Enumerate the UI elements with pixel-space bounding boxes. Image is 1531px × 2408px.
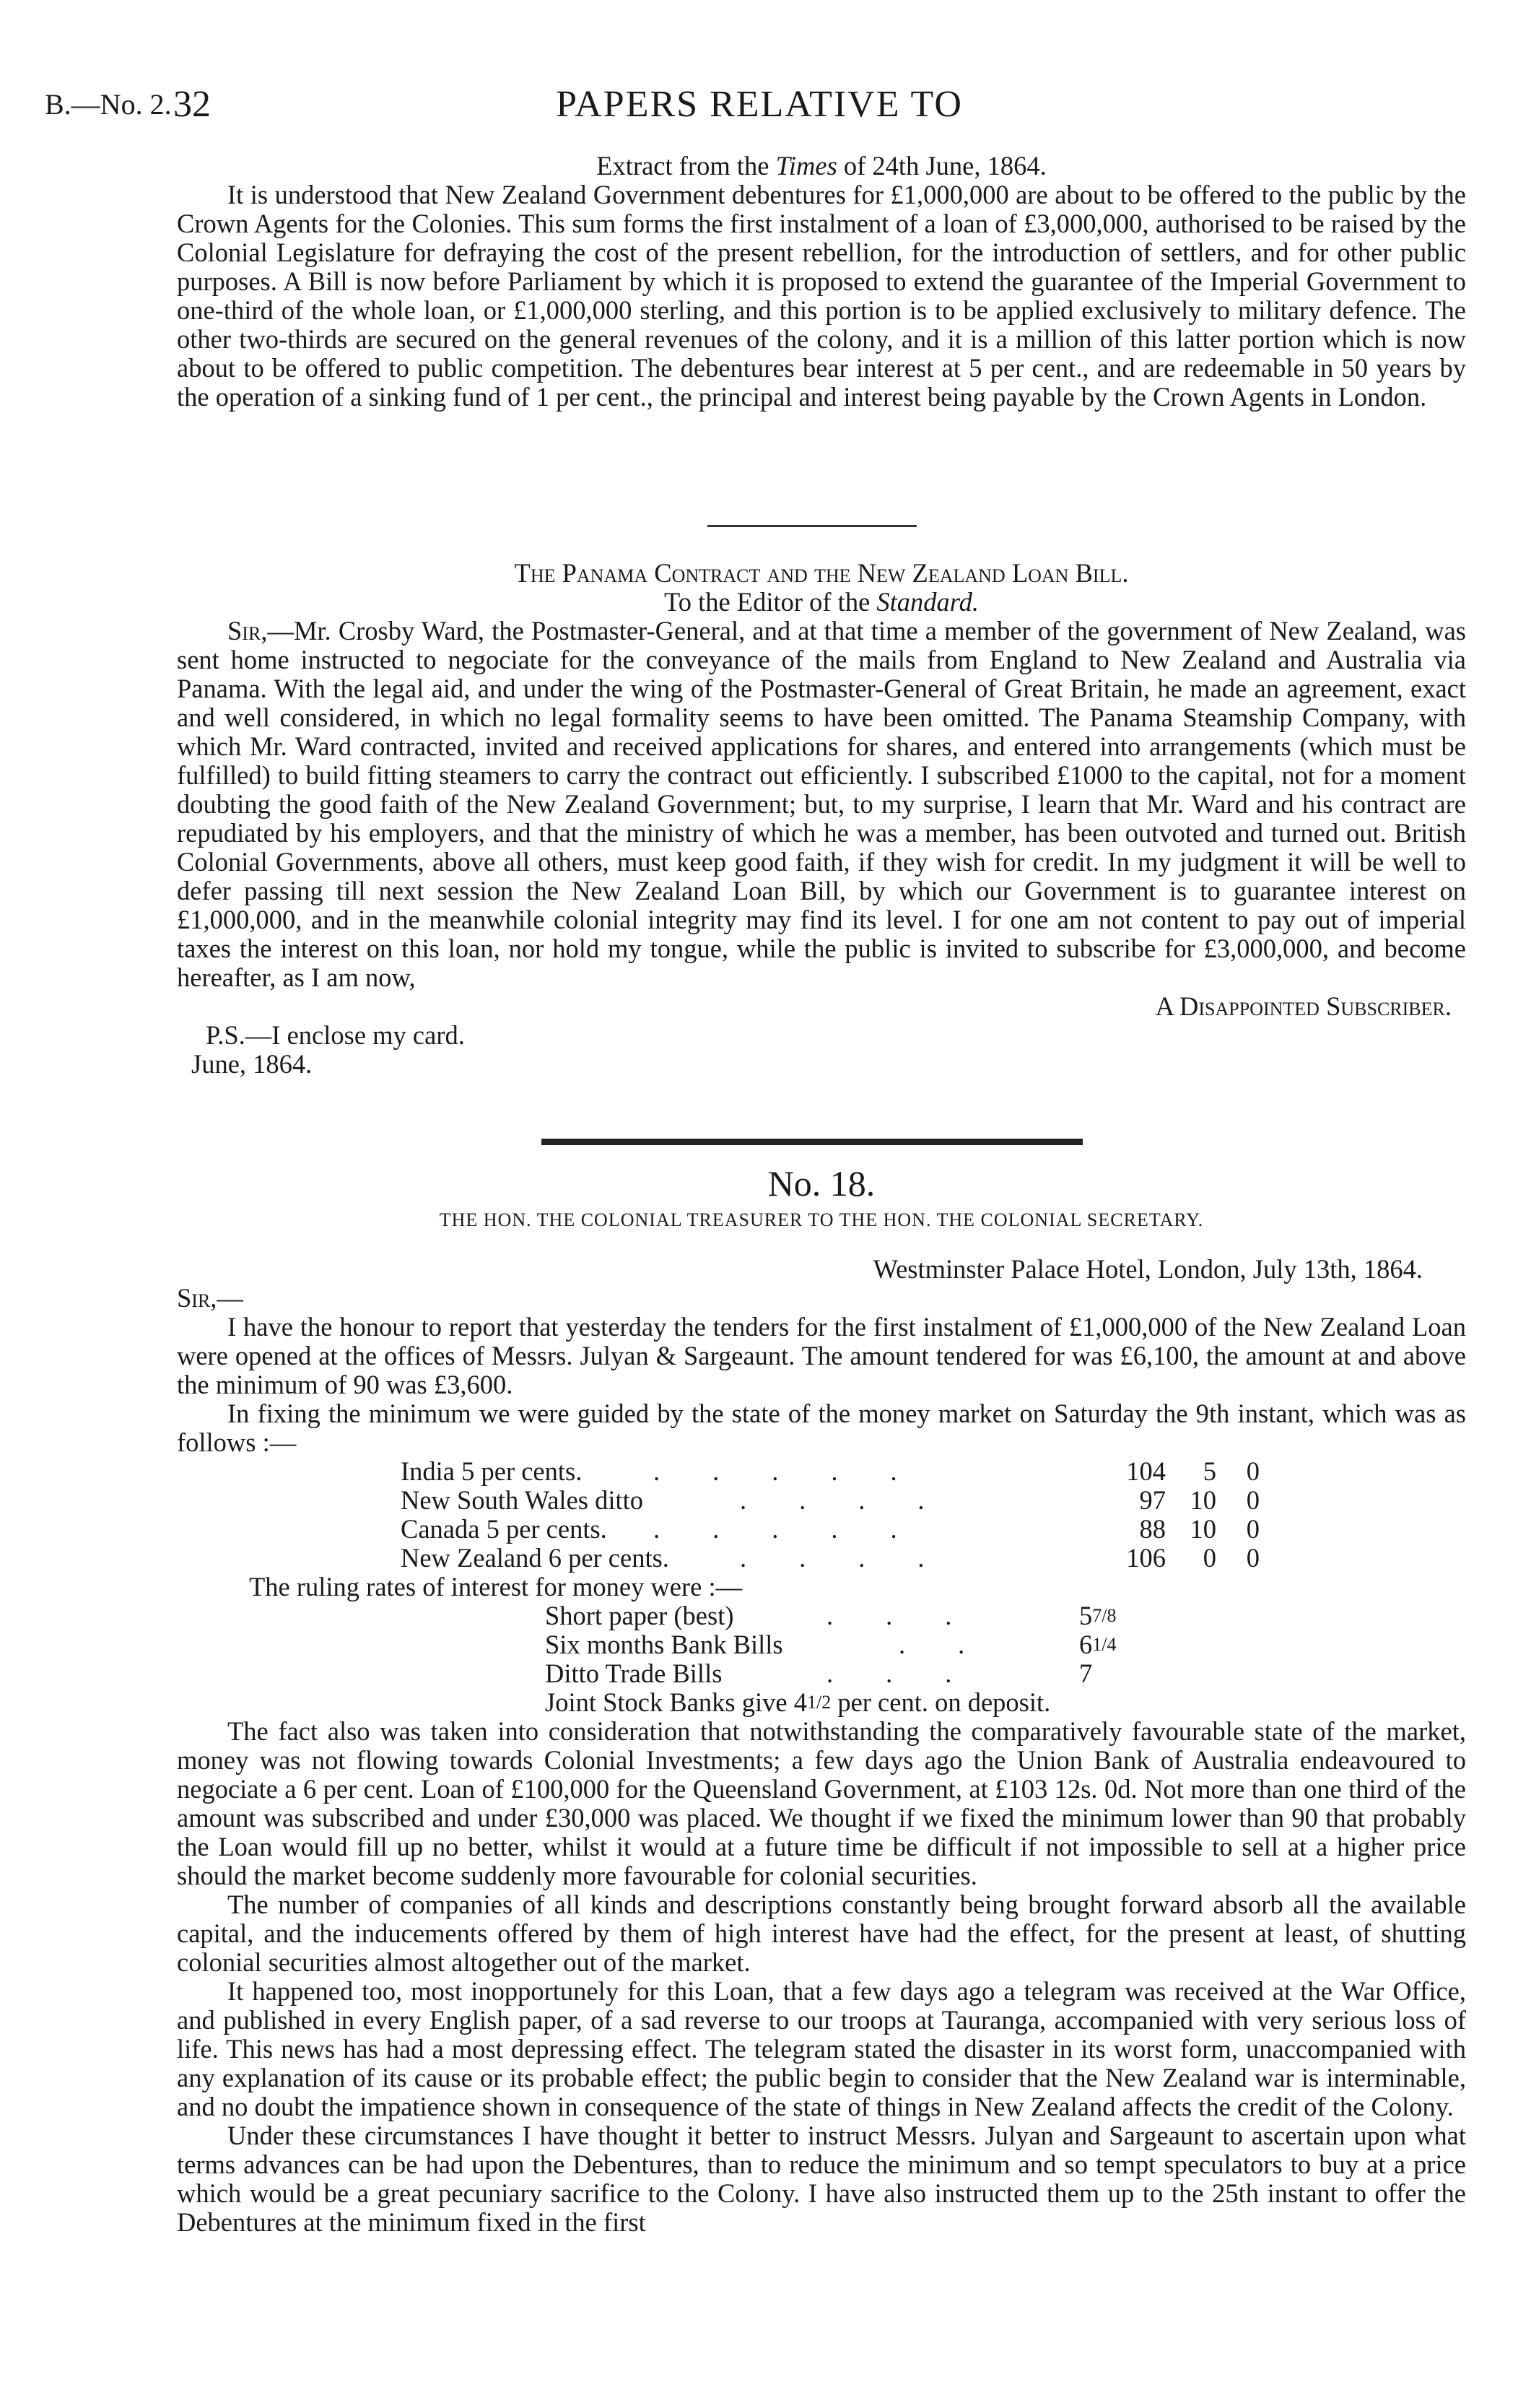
stock-prices-table [177, 1457, 1466, 1573]
joint-stock-fraction: 1/2 [806, 1692, 832, 1713]
rate-fraction: 7/8 [1092, 1605, 1117, 1626]
leader-dots: . . . [826, 1601, 952, 1630]
stock-label: New South Wales ditto [401, 1485, 644, 1515]
leader-dots: . . [899, 1630, 965, 1659]
price-shillings: 10 [1190, 1485, 1216, 1515]
leader-dots: . . . . [740, 1543, 925, 1573]
rate-fraction: 1/4 [1092, 1634, 1117, 1655]
despatch-salutation: Sir,— [177, 1283, 243, 1313]
letter-heading: The Panama Contract and the New Zealand Loan Bill. [514, 558, 1129, 588]
rate-label: Six months Bank Bills [545, 1630, 783, 1659]
despatch-section [177, 1161, 1466, 2237]
joint-stock-note: Joint Stock Banks give 41/2 per cent. on deposit. [545, 1687, 1051, 1717]
leader-dots: . . . [826, 1659, 952, 1688]
price-pence: 0 [1246, 1456, 1260, 1486]
rate-label: Short paper (best) [545, 1601, 734, 1630]
running-title: PAPERS RELATIVE TO [556, 84, 963, 125]
price-pounds: 88 [1139, 1514, 1166, 1544]
interest-rates-table [177, 1601, 1466, 1717]
rate-label: Ditto Trade Bills [545, 1659, 723, 1688]
extract-section [177, 152, 1466, 412]
rate-value: 57/8 [1079, 1601, 1117, 1630]
despatch-paragraph-2: In fixing the minimum we were guided by the state of the money market on Saturday the 9th instant, which was as follows :— [177, 1399, 1466, 1457]
table-row [177, 1544, 1466, 1573]
price-pounds: 104 [1126, 1456, 1166, 1486]
price-pence: 0 [1246, 1485, 1260, 1515]
letter-signature: A Disappointed Subscriber. [1155, 991, 1452, 1021]
price-pence: 0 [1246, 1543, 1260, 1573]
extract-body: It is understood that New Zealand Government debentures for £1,000,000 are about to be offered to the public by the Crown Agents for the Colonies. This sum forms the first instalment of a loan of £3,000,000, authorised to be raised by the Colonial Legislature for defraying the cost of the present rebellion, for the introduction of settlers, and for other public purposes. A Bill is now before Parliament by which it is proposed to extend the guarantee of the Imperial Government to one-third of the whole loan, or £1,000,000 sterling, and this portion is to be applied exclusively to military defence. The other two-thirds are secured on the general revenues of the colony, and it is a million of this latter portion which is now about to be offered to public competition. The debentures bear interest at 5 per cent., and are redeemable in 50 years by the operation of a sinking fund of 1 per cent., the principal and interest being payable by the Crown Agents in London. [177, 180, 1466, 412]
price-pounds: 106 [1126, 1543, 1166, 1573]
despatch-paragraph-1: I have the honour to report that yesterday the tenders for the first instalment of £1,000,000 of the New Zealand Loan were opened at the offices of Messrs. Julyan & Sargeaunt. The amount tendered for was £6,100, the amount at and above the minimum of 90 was £3,600. [177, 1312, 1466, 1399]
leader-dots: . . . . [740, 1485, 925, 1515]
despatch-number: No. 18. [767, 1163, 876, 1204]
page-number: 32 [173, 84, 211, 125]
price-pounds: 97 [1139, 1485, 1166, 1515]
price-shillings: 5 [1203, 1456, 1216, 1486]
despatch-address: Westminster Palace Hotel, London, July 13th, 1864. [873, 1254, 1423, 1284]
letter-salutation: Sir, [227, 616, 268, 646]
despatch-paragraph-6: Under these circumstances I have thought it better to instruct Messrs. Julyan and Sargeaunt to ascertain upon what terms advances can be had upon the Debentures, than to reduce the minimum and so tempt speculators to buy at a price which would be a great pecuniary sacrifice to the Colony. I have also instructed them up to the 25th instant to offer the Debentures at the minimum fixed in the first [177, 2121, 1466, 2237]
letter-addressee-italic: Standard. [876, 587, 980, 617]
rates-intro: The ruling rates of interest for money were :— [249, 1572, 743, 1601]
price-shillings: 0 [1203, 1543, 1216, 1573]
despatch-paragraph-5: It happened too, most inopportunely for this Loan, that a few days ago a telegram was received at the War Office, and published in every English paper, of a sad reverse to our troops at Tauranga, accompanied with very serious loss of life. This news has had a most depressing effect. The telegram stated the disaster in its worst form, unaccompanied with any explanation of its cause or its probable effect; the public begin to consider that the New Zealand war is interminable, and no doubt the impatience shown in consequence of the state of things in New Zealand affects the credit of the Colony. [177, 1976, 1466, 2121]
page-header [45, 83, 1474, 134]
despatch-paragraph-3: The fact also was taken into consideration that notwithstanding the comparatively favourable state of the market, money was not flowing towards Colonial Investments; a few days ago the Union Bank of Australia endeavoured to negociate a 6 per cent. Loan of £100,000 for the Queensland Government, at £103 12s. 0d. Not more than one third of the amount was subscribed and under £30,000 was placed. We thought if we fixed the minimum lower than 90 that probably the Loan would fill up no better, whilst it would at a future time be difficult if not impossible to sell at a higher price should the market become suddenly more favourable for colonial securities. [177, 1716, 1466, 1890]
letter-date: June, 1864. [191, 1049, 313, 1079]
letter-body: Sir,—Mr. Crosby Ward, the Postmaster-General, and at that time a member of the government of New Zealand, was sent home instructed to negociate for the conveyance of the mails from England to New Zealand and Australia via Panama. With the legal aid, and under the wing of the Postmaster-General of Great Britain, he made an agreement, exact and well considered, in which no legal formality seems to have been omitted. The Panama Steamship Company, with which Mr. Ward contracted, invited and received applications for shares, and entered into arrangements (which must be fulfilled) to build fitting steamers to carry the contract out efficiently. I subscribed £1000 to the capital, not for a moment doubting the good faith of the New Zealand Government; but, to my surprise, I learn that Mr. Ward and his contract are repudiated by his employers, and that the ministry of which he was a member, has been outvoted and turned out. British Colonial Governments, above all others, must keep good faith, if they wish for credit. In my judgment it will be well to defer passing till next session the New Zealand Loan Bill, by which our Government is to guarantee interest on £1,000,000, and in the meanwhile colonial integrity may find its level. I for one am not content to pay out of imperial taxes the interest on this loan, nor hold my tongue, while the public is invited to subscribe for £3,000,000, and become hereafter, as I am now, [177, 616, 1466, 992]
letter-addressee: To the Editor of the Standard. [663, 587, 980, 617]
stock-label: Canada 5 per cents. [401, 1514, 607, 1544]
table-row [177, 1515, 1466, 1544]
stock-label: New Zealand 6 per cents. [401, 1543, 669, 1573]
paper-reference: B.—No. 2. [45, 88, 172, 121]
despatch-route: THE HON. THE COLONIAL TREASURER TO THE HON. THE COLONIAL SECRETARY. [439, 1209, 1204, 1230]
table-row [177, 1688, 1466, 1717]
despatch-paragraph-4: The number of companies of all kinds and descriptions constantly being brought forward absorb all the available capital, and the inducements offered by them of high interest have had the effect, for the present at least, of shutting colonial securities almost altogether out of the market. [177, 1890, 1466, 1977]
stock-label: India 5 per cents. [401, 1456, 583, 1486]
table-row [177, 1630, 1466, 1659]
section-divider [707, 525, 917, 527]
letter-section [177, 559, 1466, 1079]
table-row [177, 1601, 1466, 1630]
leader-dots: . . . . . [653, 1456, 897, 1486]
leader-dots: . . . . . [653, 1514, 897, 1544]
extract-title-italic: Times [775, 151, 837, 181]
table-row [177, 1457, 1466, 1486]
price-shillings: 10 [1190, 1514, 1216, 1544]
table-row [177, 1659, 1466, 1688]
rate-value: 61/4 [1079, 1630, 1117, 1659]
letter-postscript: P.S.—I enclose my card. [206, 1020, 465, 1050]
rate-value: 7 [1079, 1659, 1093, 1688]
extract-title: Extract from the Times of 24th June, 1864. [596, 151, 1047, 181]
table-row [177, 1486, 1466, 1515]
price-pence: 0 [1246, 1514, 1260, 1544]
thick-divider [541, 1139, 1083, 1145]
